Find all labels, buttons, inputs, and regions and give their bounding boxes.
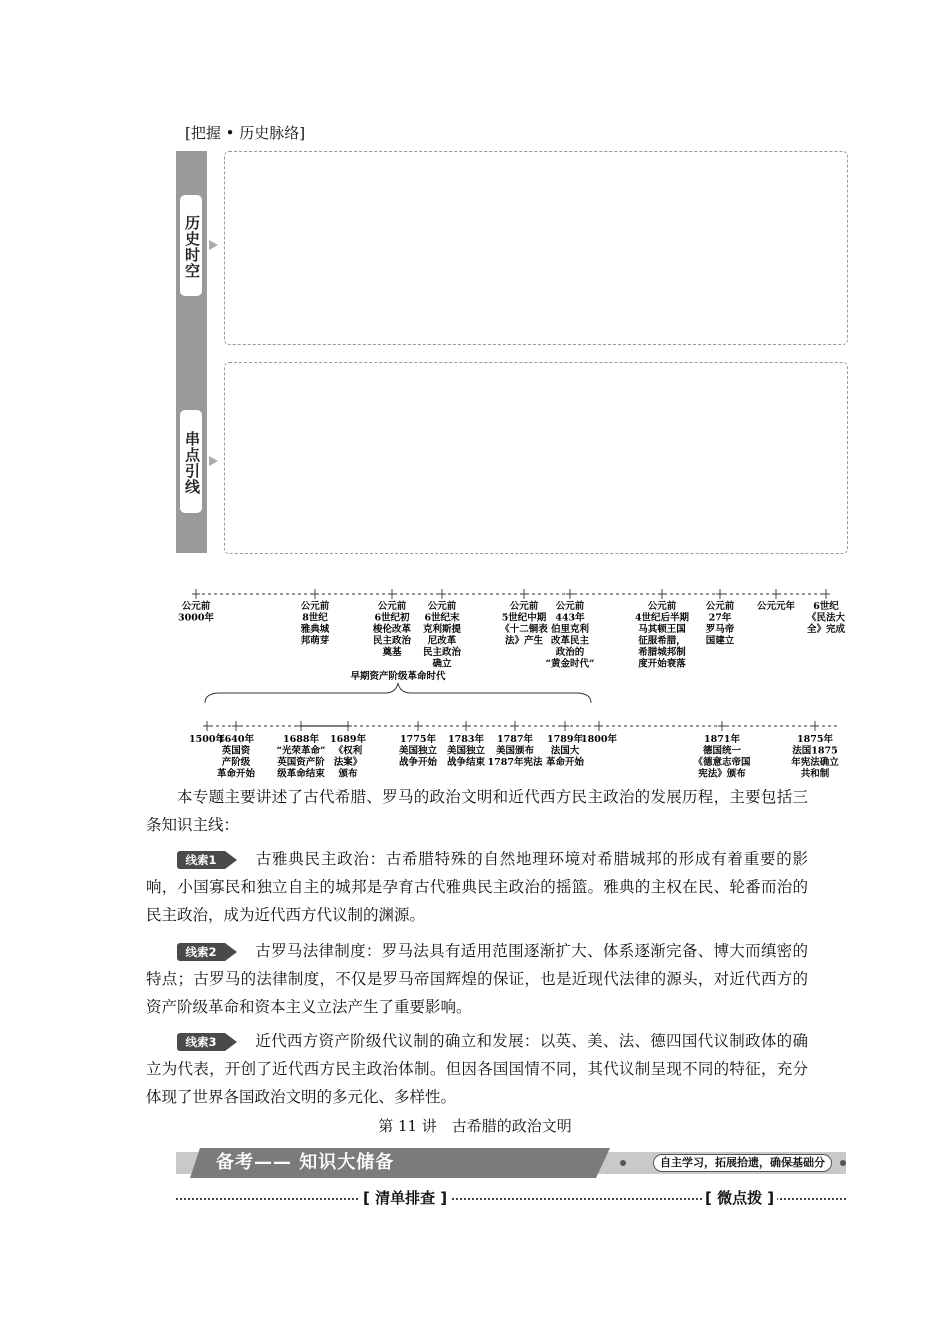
era-label: 早期资产阶级革命时代 — [350, 671, 446, 682]
lecture-title: 第 11 讲 古希腊的政治文明 — [378, 1117, 572, 1135]
timeline-bottom-label: 1783年美国独立战争结束 — [446, 734, 486, 768]
arrow-right-icon — [209, 456, 218, 466]
section-label: [把握 • 历史脉络] — [185, 124, 306, 142]
clue-1-badge: 线索1 — [177, 850, 237, 870]
timeline-top-label: 公元前 8世纪雅典城邦萌芽 — [300, 601, 330, 647]
timeline-bottom-label: 1871年德国统一《德意志帝国宪法》颁布 — [693, 734, 751, 780]
clue-2-text: 古罗马法律制度：罗马法具有适用范围逐渐扩大、体系逐渐完备、博大而缜密的特点；古罗马的法律制度，不仅是罗马帝国辉煌的保证，也是近现代法律的源头，对近代西方的资产阶级革命和资本主义立法产生了重要影响。 — [146, 942, 808, 1016]
clue-3-badge: 线索3 — [177, 1032, 237, 1052]
banner-title: 备考—— 知识大储备 — [216, 1152, 395, 1173]
timeline-top-label: 公元元年 — [756, 601, 796, 612]
timeline-top-label: 公元前 5世纪中期《十二铜表法》产生 — [500, 601, 548, 647]
timeline-top-label: 公元前 443年伯里克利改革民主政治的“黄金时代” — [545, 601, 595, 670]
banner-subtitle: 自主学习，拓展拾遗，确保基础分 — [653, 1154, 832, 1172]
timeline-bottom-label: 1640年英国资产阶级革命开始 — [216, 734, 256, 780]
clue-3-paragraph — [146, 1027, 808, 1111]
timeline-bottom-label: 1500年 — [189, 734, 225, 745]
history-timeline — [0, 585, 950, 785]
timeline-top-label: 6世纪《民法大全》完成 — [806, 601, 846, 635]
timeline-top-label: 公元前 3000年 — [178, 601, 214, 624]
timeline-bottom-label: 1789年法国大革命开始 — [545, 734, 585, 768]
clue-3-text: 近代西方资产阶级代议制的确立和发展：以英、美、法、德四国代议制政体的确立为代表，开创了近代西方民主政治体制。但因各国国情不同，其代议制呈现不同的特征，充分体现了世界各国政治文明的多元化、多样性。 — [146, 1032, 808, 1106]
timeline-bottom-label: 1775年美国独立战争开始 — [398, 734, 438, 768]
clue-2-paragraph — [146, 937, 808, 1021]
timeline-bottom-label: 1800年 — [581, 734, 617, 745]
clue-1-paragraph — [146, 845, 808, 929]
tips-heading: [ 微点拨 ] — [702, 1186, 777, 1210]
checklist-heading: [ 清单排查 ] — [360, 1186, 450, 1210]
banner — [176, 1148, 846, 1178]
timeline-top-labels — [178, 600, 845, 670]
tab-clue-lines: 串点引线 — [180, 410, 202, 513]
timeline-top-label: 公元前 4世纪后半期马其顿王国征服希腊，希腊城邦制度开始衰落 — [634, 601, 690, 670]
timeline-bottom-labels — [189, 733, 839, 780]
clue-2-badge: 线索2 — [177, 942, 237, 962]
arrow-right-icon — [209, 240, 218, 250]
timeline-bottom-label: 1689年《权利法案》颁布 — [330, 734, 366, 780]
timeline-top-label: 公元前 27年罗马帝国建立 — [705, 601, 735, 647]
timeline-top-label: 公元前 6世纪初梭伦改革民主政治奠基 — [372, 601, 412, 658]
era-brace — [205, 683, 591, 703]
timeline-bottom-label: 1688年“光荣革命”英国资产阶级革命结束 — [276, 734, 326, 780]
timeline-bottom-label: 1875年法国1875 年宪法确立共和制 — [791, 734, 839, 780]
clue-content-box — [224, 362, 848, 554]
tab-history-time-space: 历史时空 — [180, 195, 202, 296]
history-content-box — [224, 151, 848, 345]
section-divider — [176, 1186, 846, 1210]
timeline-bottom-label: 1787年美国颁布 1787年宪法 — [487, 734, 543, 768]
intro-paragraph: 本专题主要讲述了古代希腊、罗马的政治文明和近代西方民主政治的发展历程，主要包括三条知识主线： — [146, 788, 808, 834]
clue-1-text: 古雅典民主政治：古希腊特殊的自然地理环境对希腊城邦的形成有着重要的影响，小国寡民和独立自主的城邦是孕育古代雅典民主政治的摇篮。雅典的主权在民、轮番而治的民主政治，成为近代西方代议制的渊源。 — [146, 850, 808, 924]
timeline-top-label: 公元前 6世纪末克利斯提尼改革民主政治确立 — [422, 601, 462, 670]
